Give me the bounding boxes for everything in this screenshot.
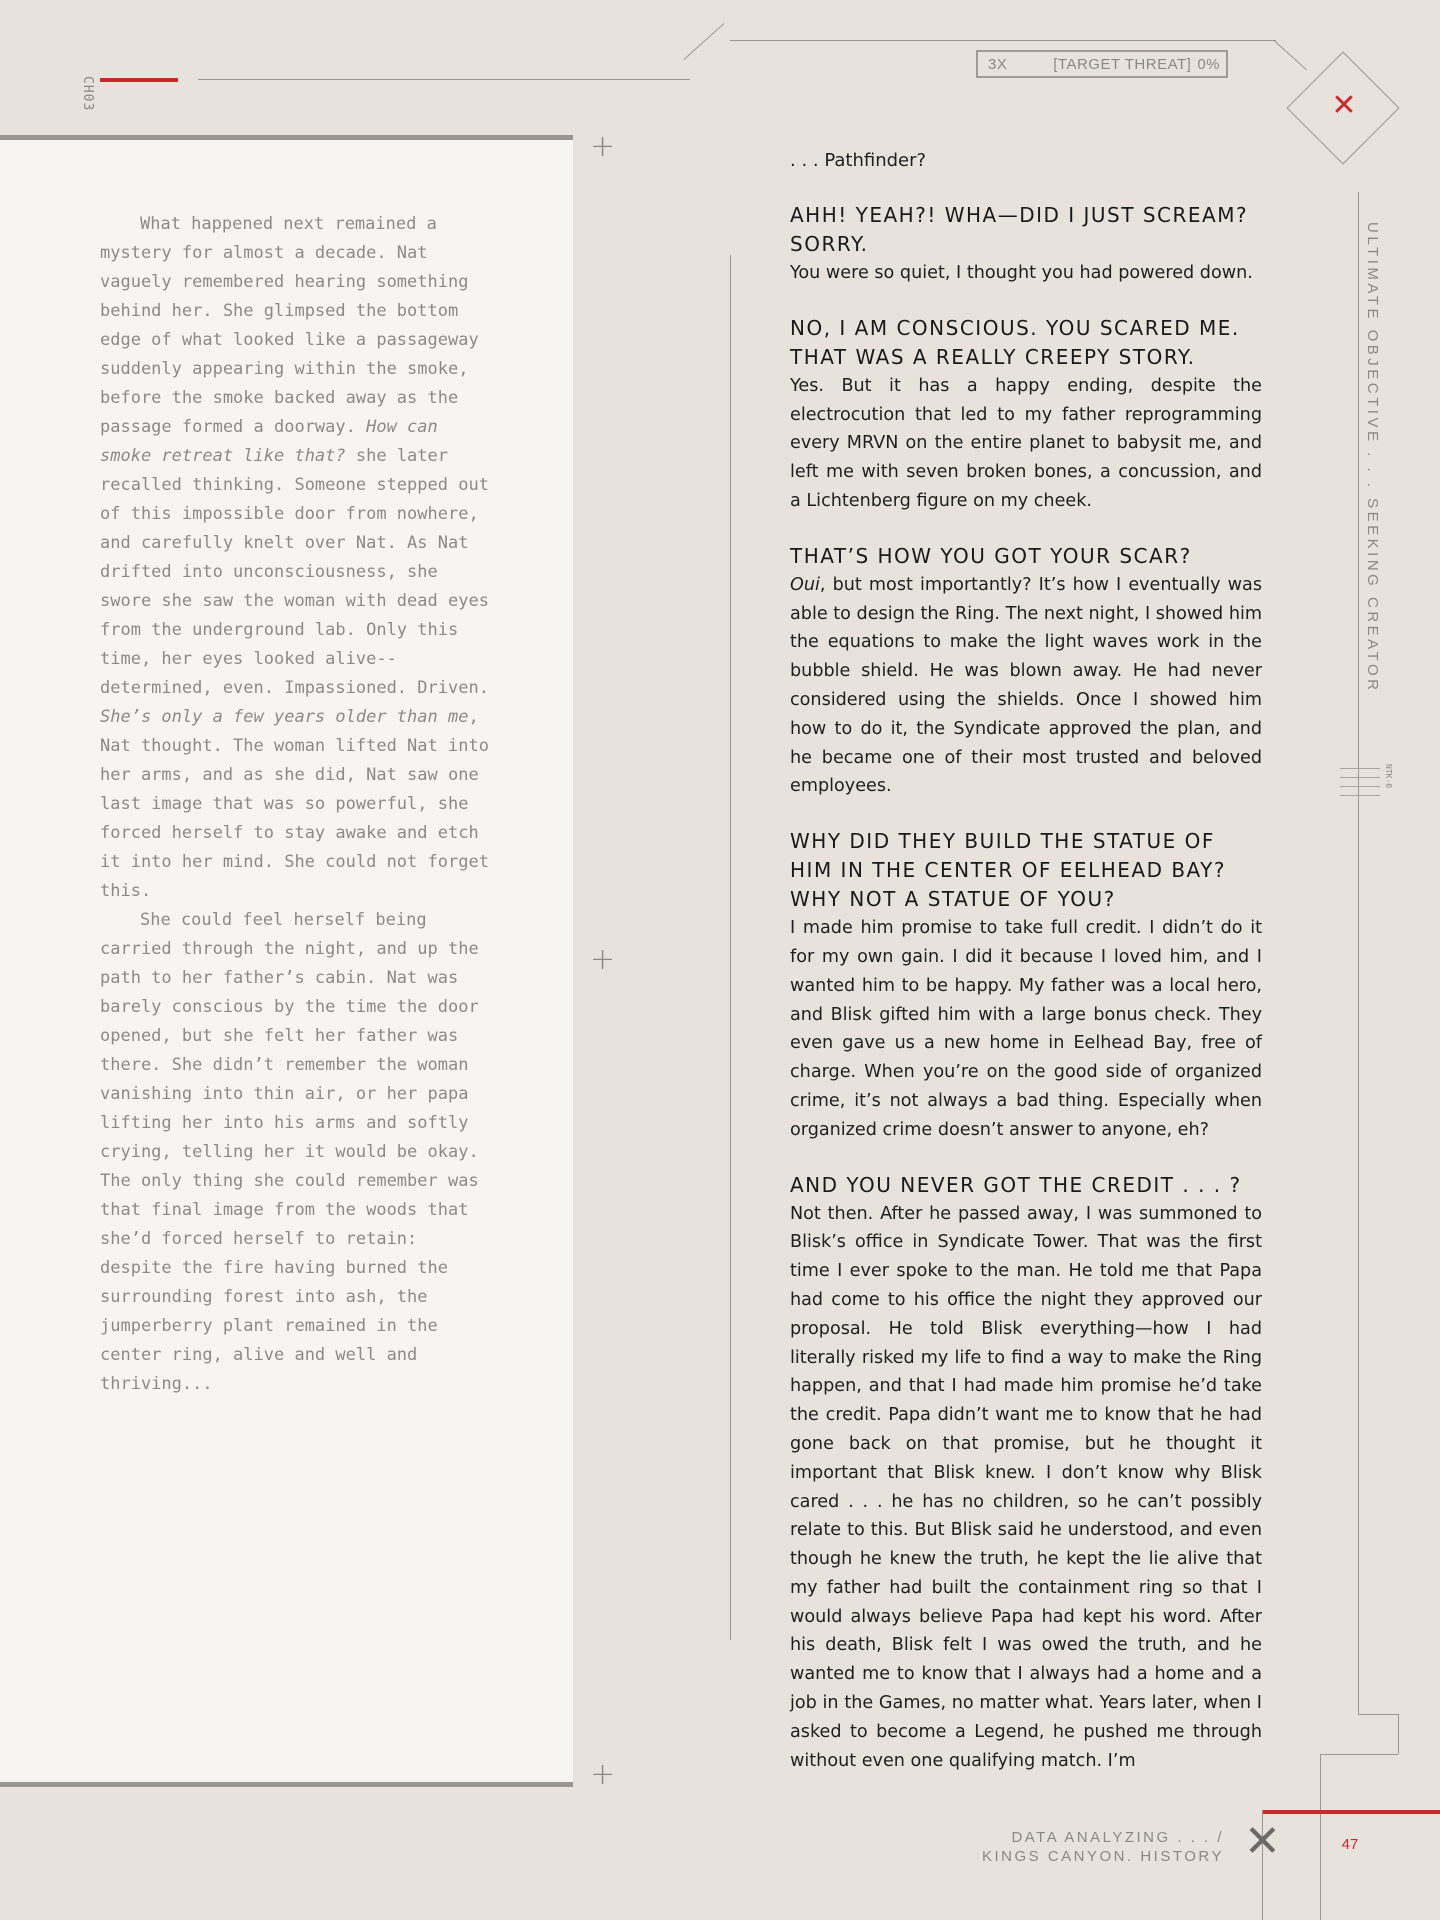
header-frame-line-diagonal-left (684, 23, 725, 60)
story-paragraph (100, 210, 490, 906)
tick-line (1340, 777, 1380, 778)
qa-list (790, 201, 1262, 1775)
threat-multiplier: 3X (988, 55, 1008, 73)
interview-answer (790, 914, 1262, 1144)
threat-percent: 0% (1197, 55, 1220, 73)
interview-answer (790, 1200, 1262, 1776)
tick-line (1340, 768, 1380, 769)
interview-question: WHY DID THEY BUILD THE STATUE OF HIM IN THE CENTER OF EELHEAD BAY? WHY NOT A STATUE OF YOU? (790, 829, 1227, 912)
chapter-tag: CH03 (80, 76, 95, 112)
footer-frame-line (1262, 1810, 1440, 1814)
story-italic-text: How can smoke retreat like that? (100, 417, 438, 466)
interview-question: THAT’S HOW YOU GOT YOUR SCAR? (790, 543, 1192, 568)
close-icon[interactable]: ✕ (1331, 88, 1357, 123)
sidebar-frame-step-top (1358, 1714, 1398, 1715)
interview-question: AHH! YEAH?! WHA—DID I JUST SCREAM? SORRY. (790, 203, 1249, 256)
page-number: 47 (1341, 1836, 1359, 1853)
story-text-segment: she later recalled thinking. Someone stepped out of this impossible door from nowhere, and carefully knelt over Nat. As Nat drifted into unconsciousness, she swore she saw the woman with dead eyes from the underground lab. Only this time, her eyes looked alive--determined, even. Impassioned. Driven. (100, 446, 489, 698)
qa-item (790, 201, 1262, 288)
story-text-segment: , Nat thought. The woman lifted Nat into her arms, and as she did, Nat saw one last image that was so powerful, she forced herself to stay awake and etch it into her mind. She could not forget this. (100, 707, 489, 901)
tick-line (1340, 786, 1380, 787)
qa-item (790, 542, 1262, 801)
sidebar-code: NTK-0 (1384, 764, 1393, 789)
left-story-page (0, 135, 573, 1787)
answer-text: I made him promise to take full credit. I didn’t do it for my own gain. I did it because I loved him, and I wanted him to be happy. My father was a local hero, and Blisk gifted him with a large bonus check. They even gave us a new home in Eelhead Bay, free of charge. When you’re on the good side of organized crime, it’s not always a bad thing. Especially when organized crime doesn’t answer to anyone, eh? (790, 918, 1262, 1140)
answer-text: , but most importantly? It’s how I eventually was able to design the Ring. The next night, I showed him the equations to make the light waves work in the bubble shield. He was blown away. He had never considered using the shields. Once I showed him how to do it, the Syndicate approved the plan, and he became one of their most trusted and beloved employees. (790, 574, 1262, 797)
qa-item (790, 1171, 1262, 1776)
header-frame-line-diagonal-right (1274, 40, 1307, 70)
story-paragraph (100, 906, 490, 1399)
plus-mark-middle: + (590, 942, 616, 977)
footer-frame-step (1320, 1754, 1398, 1755)
story-text-segment: What happened next remained a mystery for almost a decade. Nat vaguely remembered hearing something behind her. She glimpsed the bottom edge of what looked like a passageway suddenly appearing within the smoke, before the smoke backed away as the passage formed a doorway. (100, 214, 479, 437)
threat-label: [TARGET THREAT] (1053, 55, 1192, 73)
interview-question: AND YOU NEVER GOT THE CREDIT . . . ? (790, 1172, 1242, 1197)
qa-item (790, 314, 1262, 516)
interview-question: NO, I AM CONSCIOUS. YOU SCARED ME. THAT WAS A REALLY CREEPY STORY. (790, 315, 1240, 369)
sidebar-tick-lines (1340, 768, 1380, 804)
interview-answer (790, 372, 1262, 516)
target-threat-indicator (976, 50, 1228, 78)
interview-answer (790, 571, 1262, 801)
sidebar-frame-line (1358, 192, 1359, 1714)
story-text (100, 210, 490, 1399)
header-frame-line-top (730, 40, 1276, 41)
story-text-segment: She could feel herself being carried through the night, and up the path to her father’s cabin. Nat was barely conscious by the time the door opened, but she felt her father was there. She didn’t remember the woman vanishing into thin air, or her papa lifting her into his arms and softly crying, telling her it would be okay. The only thing she could remember was that final image from the woods that she’d forced herself to retain: despite the fire having burned the surrounding forest into ash, the jumperberry plant remained in the center ring, alive and well and thriving... (100, 910, 479, 1394)
answer-text: You were so quiet, I thought you had powered down. (790, 263, 1253, 283)
answer-text: Yes. But it has a happy ending, despite the electrocution that led to my father reprogramming every MRVN on the entire planet to babysit me, and left me with seven broken bones, a concussion, and a Lichtenberg figure on my cheek. (790, 375, 1262, 511)
interview-rule (730, 255, 731, 1640)
footer-line-1: DATA ANALYZING . . . / (1011, 1829, 1224, 1846)
header-frame-line-left (198, 79, 690, 80)
answer-text: Not then. After he passed away, I was summoned to Blisk’s office in Syndicate Tower. That was the first time I ever spoke to the man. He told me that Papa had come to his office the night they approved our proposal. He told Blisk everything—how I had literally risked my life to find a way to make the Ring happen, and that I had made him promise he’d take the credit. Papa didn’t want me to know that he had gone back on that promise, but he thought it important that Blisk knew. I don’t know why Blisk cared . . . he has no children, so he can’t possibly relate to this. But Blisk said he understood, and even though he knew the truth, he kept the lie alive that my father had built the containment ring so that I would always believe Papa had kept his word. After his death, Blisk felt I was owed the truth, and he wanted me to know that I always had a home and a job in the Games, no matter what. Years later, when I asked to become a Legend, he pushed me through without even one qualifying match. I’m (790, 1203, 1262, 1771)
qa-item (790, 827, 1262, 1144)
footer-caption (930, 1828, 1224, 1866)
chapter-accent-bar (100, 78, 178, 82)
answer-emphasis: Oui (790, 574, 820, 595)
sidebar-vertical-title: ULTIMATE OBJECTIVE . . . SEEKING CREATOR (1364, 222, 1381, 694)
interview-column (790, 146, 1262, 1801)
tick-line (1340, 795, 1380, 796)
interview-lead: . . . Pathfinder? (790, 150, 927, 171)
plus-mark-top: + (590, 129, 616, 164)
interview-answer (790, 259, 1262, 288)
plus-mark-bottom: + (590, 1757, 616, 1792)
sidebar-frame-step (1398, 1714, 1399, 1754)
footer-frame-drop (1320, 1754, 1321, 1920)
story-italic-text: She’s only a few years older than me (100, 707, 469, 727)
x-mark-icon: ✕ (1244, 1816, 1281, 1867)
footer-line-2: KINGS CANYON. HISTORY (982, 1848, 1224, 1865)
